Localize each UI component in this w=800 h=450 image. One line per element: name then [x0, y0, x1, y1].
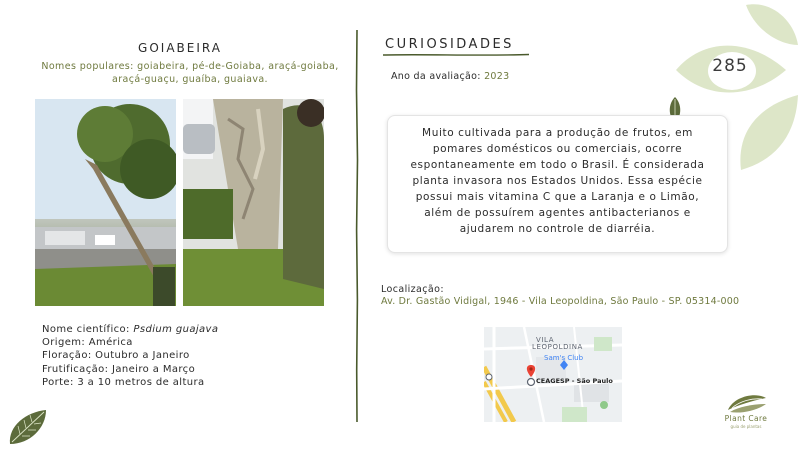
leaf-decoration-bottom-left	[8, 408, 48, 446]
scientific-name: Nome científico: Psdium guajava	[42, 324, 219, 335]
map-district-label: VILA LEOPOLDINA	[532, 336, 583, 351]
plant-title: GOIABEIRA	[138, 41, 222, 55]
map-poi-main: CEAGESP - São Paulo	[536, 377, 613, 385]
plant-care-logo-icon	[726, 392, 768, 414]
popular-names: Nomes populares: goiabeira, pé-de-Goiaba, araçá-goiaba, araçá-guaçu, guaíba, guaiava.	[41, 61, 339, 85]
section-title: CURIOSIDADES	[385, 37, 514, 52]
fruiting: Frutificação: Janeiro a Março	[42, 363, 196, 375]
origin: Origem: América	[42, 337, 133, 349]
section-title-underline	[383, 53, 529, 57]
location-map[interactable]	[484, 327, 622, 422]
brand-name: Plant Care	[724, 414, 768, 423]
evaluation-year-value: 2023	[484, 71, 510, 82]
scientific-name-value: Psdium guajava	[133, 324, 219, 335]
tree-photo-trunk	[183, 99, 324, 306]
size: Porte: 3 a 10 metros de altura	[42, 376, 205, 388]
plant-info	[42, 323, 218, 389]
flowering: Floração: Outubro a Janeiro	[42, 350, 190, 362]
curiosities-card: Muito cultivada para a produção de frutos, em pomares domésticos ou comerciais, ocorre espontaneamente em todo o Brasil. É considerada planta invasora nos Estados Unidos. Essa espécie possui mais vitamina C que a Laranja e o Limão, além de possuírem agentes antibacterianos e ajudarem no controle de diarréia.	[387, 115, 728, 253]
brand-tagline: guia de plantas	[730, 424, 762, 429]
location-label: Localização:	[381, 284, 444, 295]
map-poi-club: Sam's Club	[544, 354, 584, 362]
location-address: Av. Dr. Gastão Vidigal, 1946 - Vila Leopoldina, São Paulo - SP. 05314-000	[381, 296, 740, 307]
evaluation-year: Ano da avaliação: 2023	[391, 71, 510, 82]
page-number: 285	[712, 56, 748, 76]
page-divider	[355, 30, 359, 422]
tree-photo-street	[35, 99, 176, 306]
